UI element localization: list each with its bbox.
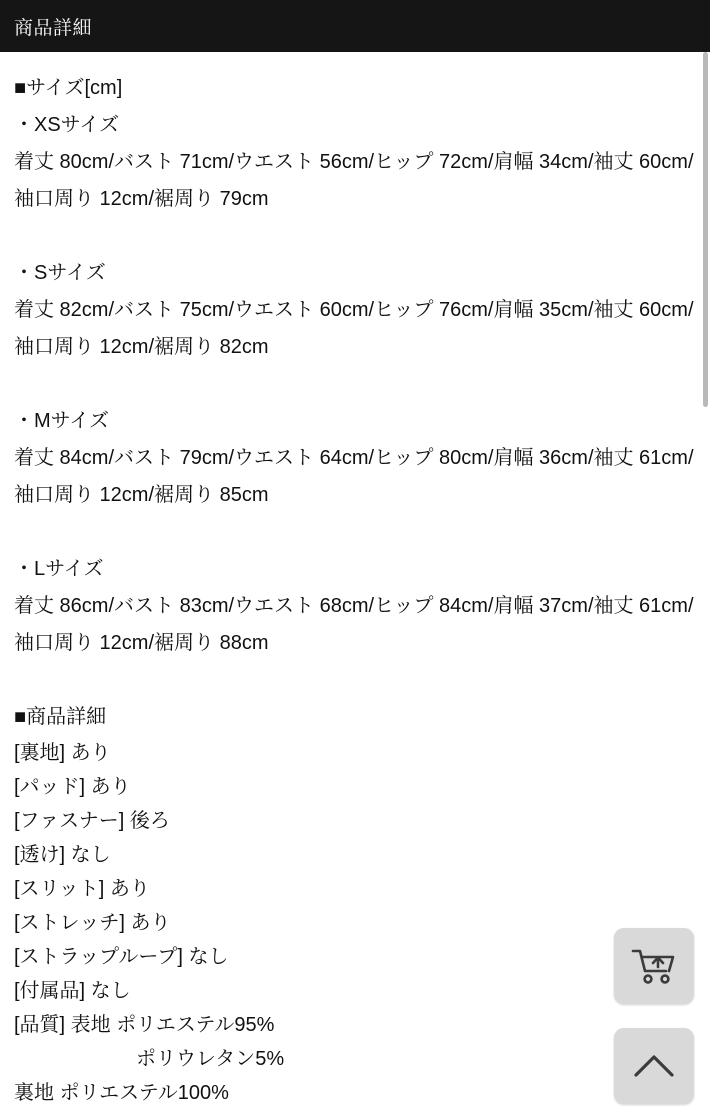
size-detail-xs: 着丈 80cm/バスト 71cm/ウエスト 56cm/ヒップ 72cm/肩幅 34cm/袖丈 60cm/袖口周り 12cm/裾周り 79cm: [14, 151, 694, 210]
spec-accessories: [付属品] なし: [14, 980, 131, 1002]
spec-lining: [裏地] あり: [14, 742, 111, 764]
size-name-xs: ・XSサイズ: [14, 114, 120, 136]
size-detail-s: 着丈 82cm/バスト 75cm/ウエスト 60cm/ヒップ 76cm/肩幅 35cm/袖丈 60cm/袖口周り 12cm/裾周り 82cm: [14, 299, 694, 358]
size-name-s: ・Sサイズ: [14, 262, 106, 284]
spec-sheer: [透け] なし: [14, 844, 111, 866]
spacer: [14, 662, 696, 699]
size-name-m: ・Mサイズ: [14, 410, 110, 432]
chevron-up-icon: [631, 1049, 677, 1083]
scroll-to-top-button[interactable]: [614, 1028, 694, 1104]
shopping-cart-icon: [631, 946, 677, 986]
spec-lining-material: 裏地 ポリエステル100%: [14, 1082, 229, 1104]
spec-quality-second: ポリウレタン5%: [136, 1048, 285, 1070]
scrollbar[interactable]: [703, 52, 708, 1080]
scrollbar-thumb[interactable]: [703, 52, 708, 407]
page-header: [0, 0, 710, 52]
product-detail-content: [0, 52, 710, 1110]
spacer: [14, 218, 696, 255]
spec-pad: [パッド] あり: [14, 776, 131, 798]
spec-slit: [スリット] あり: [14, 878, 150, 900]
detail-section-heading: ■商品詳細: [14, 706, 107, 728]
spacer: [14, 514, 696, 551]
cart-button[interactable]: [614, 928, 694, 1004]
size-name-l: ・Lサイズ: [14, 558, 104, 580]
spec-zipper: [ファスナー] 後ろ: [14, 810, 170, 832]
page-title: 商品詳細: [14, 17, 93, 39]
size-section-heading: ■サイズ[cm]: [14, 77, 123, 99]
spacer: [14, 366, 696, 403]
spec-stretch: [ストレッチ] あり: [14, 912, 171, 934]
size-detail-l: 着丈 86cm/バスト 83cm/ウエスト 68cm/ヒップ 84cm/肩幅 37cm/袖丈 61cm/袖口周り 12cm/裾周り 88cm: [14, 595, 694, 654]
spec-quality: [品質] 表地 ポリエステル95%: [14, 1014, 275, 1036]
size-detail-m: 着丈 84cm/バスト 79cm/ウエスト 64cm/ヒップ 80cm/肩幅 36cm/袖丈 61cm/袖口周り 12cm/裾周り 85cm: [14, 447, 694, 506]
spec-strap-loop: [ストラップループ] なし: [14, 946, 229, 968]
